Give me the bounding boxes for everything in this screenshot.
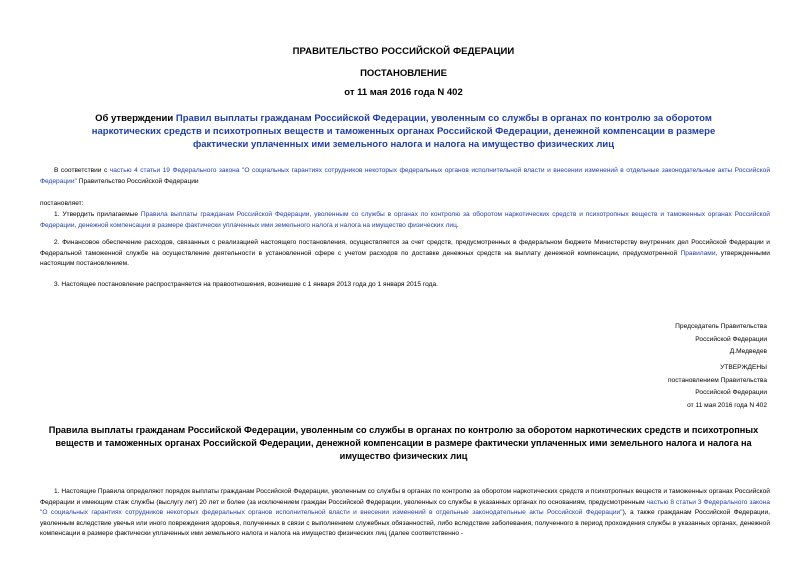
item-1-paragraph xyxy=(40,210,770,231)
item-1-rules-link[interactable]: Правила выплаты гражданам Российской Федерации, уволенным со службы в органах по контролю за оборотом наркотических средств и психотропных веществ и таможенных органах Российской Федерации, денежной компенсации в размере фактически уплаченных ими земельного налога и налога на имущество физических лиц xyxy=(40,211,770,229)
preamble-suffix: Правительство Российской Федерации xyxy=(76,177,199,185)
rules-item-1-suffix: ), а также гражданам Российской Федерации, уволенным вследствие увечья или иного повреждения здоровья, полученных в связи с выполнением служебных обязанностей, либо вследствие заболевания, полученного в период прохождения службы в указанных органах, денежной компенсации в размере фактически уплаченных ими земельного налога и налога на имущество физических лиц (далее соответственно - xyxy=(40,509,770,537)
signature-name: Д.Медведев xyxy=(729,348,767,355)
rules-item-1-prefix: 1. Настоящие Правила определяют порядок выплаты гражданам Российской Федерации, уволенным со службы в органах по контролю за оборотом наркотических средств и психотропных веществ и таможенных органах Российской Федерации и имеющим стаж службы (выслугу лет) 20 лет и более (за исключением граждан Российской Федерации, уволенных со службы в указанных органах по основаниям, предусмотренным xyxy=(40,488,770,506)
signature-block xyxy=(675,321,767,359)
title-prefix: Об утверждении xyxy=(95,113,176,124)
approved-country: Российской Федерации xyxy=(695,389,767,396)
government-header: ПРАВИТЕЛЬСТВО РОССИЙСКОЙ ФЕДЕРАЦИИ xyxy=(292,46,515,57)
approved-by: постановлением Правительства xyxy=(667,376,767,384)
doc-type-header: ПОСТАНОВЛЕНИЕ xyxy=(360,68,447,79)
approved-label: УТВЕРЖДЕНЫ xyxy=(720,364,767,371)
signature-position: Председатель Правительства xyxy=(675,323,767,330)
doc-date: от 11 мая 2016 года N 402 xyxy=(344,87,463,98)
preamble-paragraph xyxy=(40,166,770,187)
rules-item-1-paragraph xyxy=(40,487,770,540)
preamble-prefix: В соответствии с xyxy=(54,167,110,174)
rules-item-1-law-link[interactable]: частью 8 статьи 3 Федерального закона "О социальных гарантиях сотрудников некоторых федеральных органов исполнительной власти и внесении изменений в отдельные законодательные акты Российской Федерации" xyxy=(40,498,770,516)
rules-title: Правила выплаты гражданам Российской Федерации, уволенным со службы в органах по контролю за оборотом наркотических средств и психотропных веществ и таможенных органах Российской Федерации, денежной компенсации в размере фактически уплаченных ими земельного налога и налога на имущество физических лиц xyxy=(48,425,759,461)
title-rules-link[interactable]: Правил выплаты гражданам Российской Федерации, уволенным со службы в органах по контролю за оборотом наркотических средств и психотропных веществ и таможенных органах Российской Федерации, денежной компенсации в размере фактически уплаченных ими земельного налога и налога на имущество физических лиц xyxy=(91,113,716,150)
signature-country: Российской Федерации xyxy=(695,335,767,343)
document-title xyxy=(70,112,737,151)
item-2-paragraph xyxy=(40,238,770,270)
item-2-rules-link[interactable]: Правилами xyxy=(680,249,716,257)
federal-law-link[interactable]: частью 4 статьи 19 Федерального закона "О социальных гарантиях сотрудников некоторых федеральных органов исполнительной власти и внесении изменений в отдельные законодательные акты Российской Федерации" xyxy=(40,167,770,185)
resolves-line: постановляет: xyxy=(40,200,84,207)
item-3-paragraph: 3. Настоящее постановление распространяется на правоотношения, возникшие с 1 января 2013 года до 1 января 2015 года. xyxy=(54,281,438,288)
item-1-suffix: . xyxy=(456,221,459,229)
approved-block xyxy=(668,362,767,412)
approved-date: от 11 мая 2016 года N 402 xyxy=(687,401,767,409)
item-1-prefix: 1. Утвердить прилагаемые xyxy=(54,211,141,218)
item-2-text: 2. Финансовое обеспечение расходов, связанных с реализацией настоящего постановления, осуществляется за счет средств, предусмотренных в федеральном бюджете Министерству внутренних дел Российской Федерации и Федеральной таможенной службе на осуществление деятельности в установленной сфере с учетом расходов по доставке денежных средств на выплату денежной компенсации, предусмотренной xyxy=(40,239,770,257)
item-2-suffix: , утвержденными настоящим постановлением. xyxy=(40,249,770,267)
